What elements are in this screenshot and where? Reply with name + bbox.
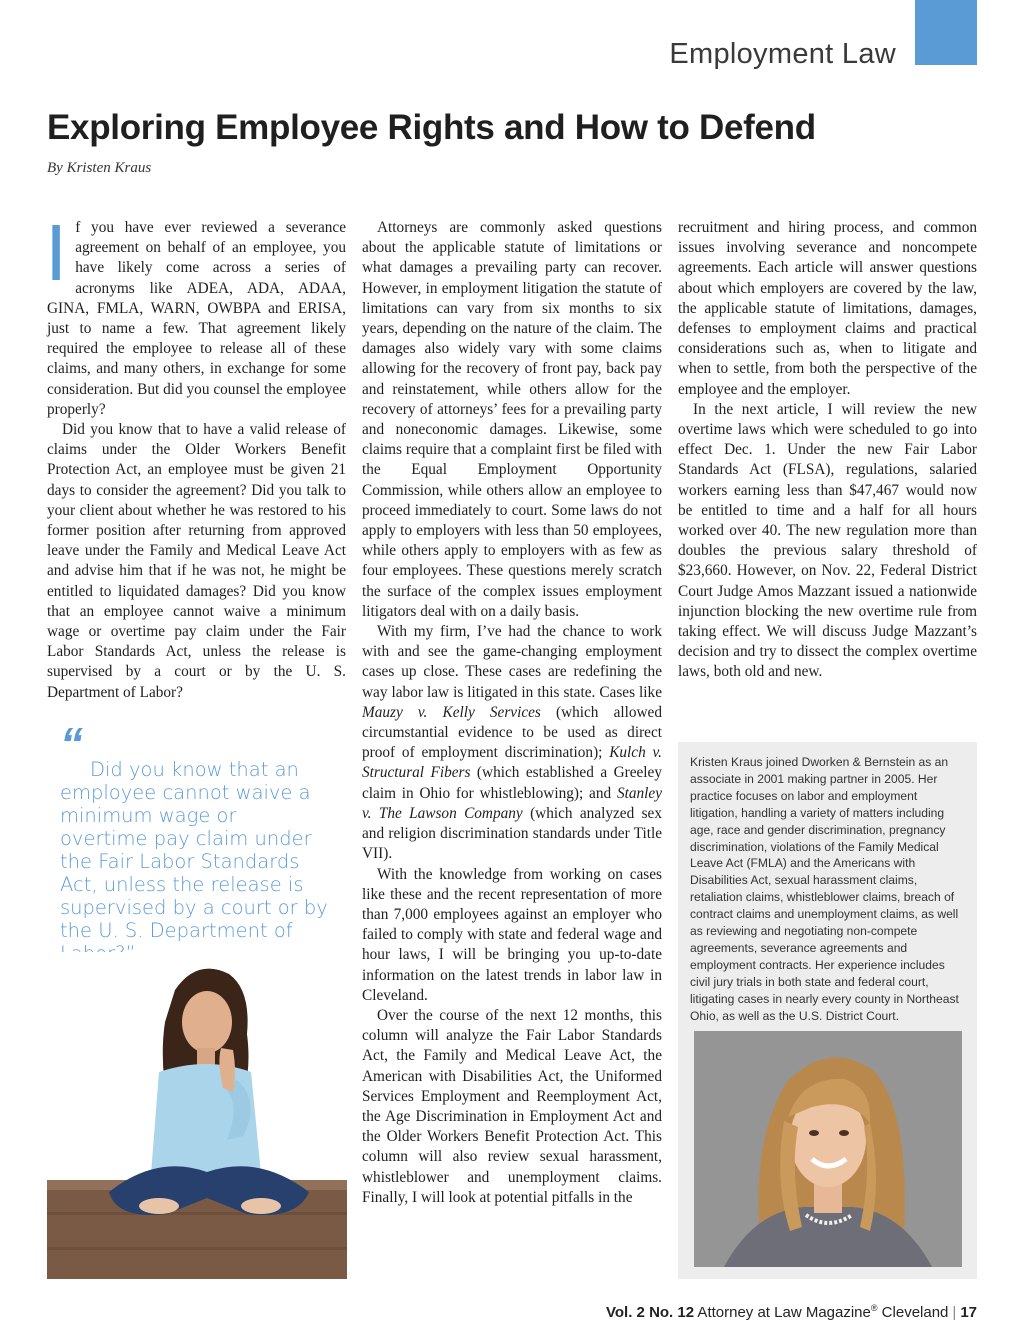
woman-thinking-photo [47, 952, 347, 1279]
paragraph: Attorneys are commonly asked questions about the applicable statute of limitations or what damages a prevailing party can recover. However, in employment litigation the statute of limitations can vary from six months to six years, depending on the nature of the claim. The damages also widely vary with some claims allowing for the recovery of front pay, back pay and reinstatement, while others allow for the recovery of attorneys’ fees for a prevailing party and noneconomic damages. Likewise, some claims require that a complaint first be filed with the Equal Employment Opportunity Commission, while others allow an employee to proceed immediately to court. Some laws do not apply to employers with less than 50 employees, while others apply to employers with as few as four employees. These questions merely scratch the surface of the complex issues employment litigators deal with on a daily basis. [362, 219, 662, 620]
article-headline: Exploring Employee Rights and How to Defend [47, 108, 816, 147]
paragraph-text: f you have ever reviewed a severance agreement on behalf of an employee, you have likely come across a series of acronyms like ADEA, ADA, ADAA, GINA, FMLA, WARN, OWBPA and ERISA, just to name a few. That agreement likely required the employee to release all of these claims, and many others, in exchange for some consideration. But did you counsel the employee properly? [47, 219, 346, 418]
article-column-3 [678, 218, 977, 683]
page-number: 17 [960, 1304, 977, 1321]
paragraph: Did you know that to have a valid release of claims under the Older Workers Benefit Protection Act, an employee must be given 21 days to consider the agreement? Did you talk to your client about whether he was restored to his former position after returning from approved leave under the Family and Medical Leave Act and advise him that if he was not, he might be entitled to liquidated damages? Did you know that an employee cannot waive a minimum wage or overtime pay claim under the Fair Labor Standards Act, unless the release is supervised by a court or by the U. S. Department of Labor? [47, 421, 346, 701]
author-bio-text: Kristen Kraus joined Dworken & Bernstein as an associate in 2001 making partner in 2005. Her practice focuses on labor and employment litigation, handling a variety of matters including age, race and gender discrimination, pregnancy discrimination, violations of the Family Medical Leave Act (FMLA) and the Americans with Disabilities Act, sexual harassment claims, retaliation claims, whistleblower claims, breach of contract claims and unemployment claims, as well as reviewing and negotiating non-compete agreements, severance agreements and employment contracts. Her experience includes civil jury trials in both state and federal court, litigating cases in nearly every county in Northeast Ohio, as well as the U.S. District Court. [690, 755, 959, 1023]
footer-city: Cleveland [877, 1304, 949, 1321]
author-portrait-photo [694, 1031, 962, 1267]
paragraph: With the knowledge from working on cases like these and the recent representation of more than 7,000 employees against an employer who failed to comply with state and federal wage and hour laws, I will be bringing you up-to-date information on the latest trends in labor law in Cleveland. [362, 865, 662, 1004]
paragraph-text: (which established a Greeley claim in Ohio for whistleblowing); and [362, 764, 662, 802]
pull-quote [60, 718, 330, 965]
article-byline: By Kristen Kraus [47, 160, 152, 176]
case-name: Mauzy v. Kelly Services [362, 703, 541, 721]
article-column-2 [362, 218, 662, 1208]
quote-mark-icon: “ [60, 718, 83, 770]
footer-magazine: Attorney at Law Magazine [694, 1304, 871, 1321]
author-bio-box [678, 742, 977, 1279]
page-footer [606, 1303, 977, 1321]
footer-separator: | [952, 1304, 957, 1321]
paragraph-text: (which allowed circumstantial evidence to be used as direct proof of employment discrimination); [362, 703, 662, 762]
paragraph-text: With my firm, I’ve had the chance to work with and see the game-changing employment cases up close. These cases are redefining the way labor law is litigated in this state. Cases like [362, 623, 662, 701]
paragraph [362, 622, 662, 864]
footer-volume: Vol. 2 No. 12 [606, 1304, 695, 1321]
drop-cap: I [45, 208, 68, 297]
article-column-1 [45, 208, 346, 703]
pull-quote-text: Did you know that an employee cannot waive a minimum wage or overtime pay claim under the Fair Labor Standards Act, unless the release is supervised by a court or by the U. S. Department of [60, 758, 328, 942]
paragraph: Over the course of the next 12 months, this column will analyze the Fair Labor Standards Act, the Family and Medical Leave Act, the American with Disabilities Act, the Uniformed Services Employment and Reemployment Act, the Age Discrimination in Employment Act and the Older Workers Benefit Protection Act. This column will also review sexual harassment, whistleblower and unemployment claims. Finally, I will look at potential pitfalls in the [362, 1006, 662, 1206]
section-label: Employment Law [669, 38, 896, 70]
section-color-block [915, 0, 977, 65]
paragraph: recruitment and hiring process, and common issues involving severance and noncompete agreements. Each article will answer questions about which employers are covered by the law, the applicable statute of limitations, damages, defenses to employment claims and practical considerations such as, when to litigate and when to settle, from both the perspective of the employee and the employer. [678, 219, 977, 398]
paragraph: In the next article, I will review the new overtime laws which were scheduled to go into effect Dec. 1. Under the new Fair Labor Standards Act (FLSA), regulations, salaried workers earning less than $47,467 would now be entitled to time and a half for all hours worked over 40. The new regulation more than doubles the previous salary threshold of $23,660. However, on Nov. 22, Federal District Court Judge Amos Mazzant issued a nationwide injunction blocking the new overtime rule from taking effect. We will discuss Judge Mazzant’s decision and try to dissect the complex overtime laws, both old and new. [678, 400, 977, 681]
registered-mark: ® [870, 1303, 878, 1313]
paragraph-text: (which analyzed sex and religion discrimination standards under Title VII). [362, 804, 662, 863]
case-name: Stanley v. The Lawson Company [362, 784, 662, 822]
paragraph [45, 208, 346, 420]
case-name: Kulch v. Structural Fibers [362, 744, 663, 782]
